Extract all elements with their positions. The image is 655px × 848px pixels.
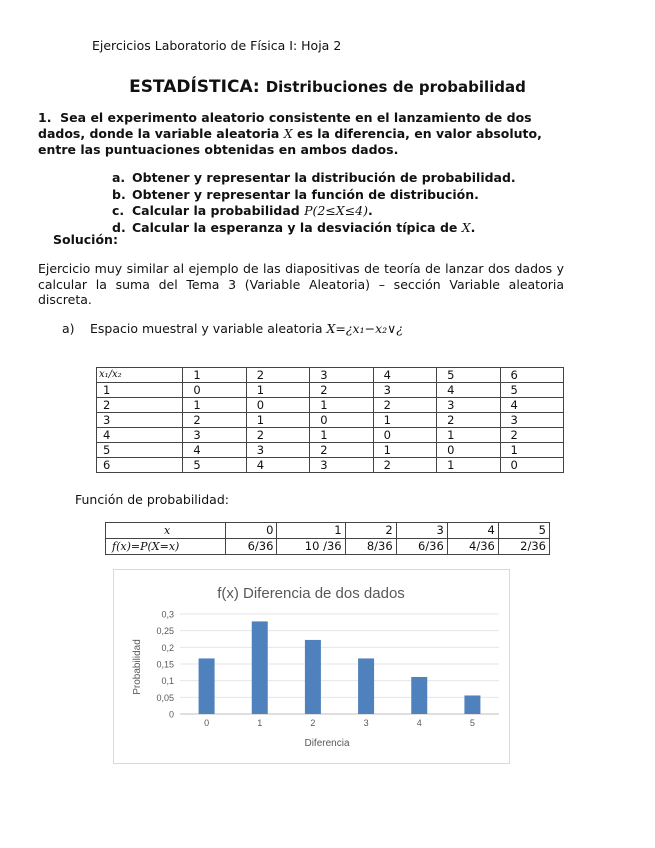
item-tail: .	[470, 219, 476, 235]
bar	[358, 658, 374, 714]
bar	[252, 621, 268, 714]
table-cell: 2	[310, 383, 373, 398]
table-cell: 1	[97, 383, 183, 398]
y-tick-label: 0,1	[161, 676, 174, 687]
table-cell: 3	[246, 443, 309, 458]
table-cell: 2	[345, 523, 396, 539]
table-cell: 2	[97, 398, 183, 413]
table-cell: 1	[373, 413, 436, 428]
table-cell: 5	[437, 368, 500, 383]
table-cell: x	[106, 523, 226, 539]
task-list	[112, 170, 516, 236]
table-cell: 3	[310, 458, 373, 473]
x-axis-label: Diferencia	[304, 738, 350, 749]
table-cell: 6/36	[396, 539, 447, 555]
table-cell: 4/36	[447, 539, 498, 555]
y-tick-label: 0,15	[156, 659, 174, 670]
table-cell: 1	[310, 428, 373, 443]
table-cell: 2	[500, 428, 563, 443]
y-tick-label: 0	[168, 709, 174, 720]
table-row	[106, 539, 550, 555]
probability-function-label: Función de probabilidad:	[75, 492, 229, 507]
table-cell: 1	[183, 398, 246, 413]
item-text: Calcular la esperanza y la desviación típica de	[132, 219, 458, 235]
subsection-a	[62, 321, 403, 336]
table-cell: 1	[437, 458, 500, 473]
y-tick-label: 0,3	[161, 609, 174, 620]
y-tick-label: 0,2	[161, 642, 174, 653]
table-row	[97, 398, 564, 413]
table-cell: 3	[437, 398, 500, 413]
list-item	[112, 170, 516, 187]
list-item	[112, 203, 516, 220]
chart-title: f(x) Diferencia de dos dados	[217, 585, 405, 602]
sample-space-table	[96, 367, 564, 473]
table-cell: 2	[373, 398, 436, 413]
table-cell: 0	[437, 443, 500, 458]
item-text: Obtener y representar la distribución de probabilidad.	[132, 170, 516, 185]
table-cell: 0	[500, 458, 563, 473]
table-cell: 4	[97, 428, 183, 443]
table-row	[106, 523, 550, 539]
bar	[411, 677, 427, 714]
table-cell: 6	[97, 458, 183, 473]
table-cell: 3	[97, 413, 183, 428]
table-cell: 5	[97, 443, 183, 458]
list-item	[112, 220, 516, 237]
solution-heading: Solución:	[53, 232, 118, 247]
table-cell: 3	[183, 428, 246, 443]
table-cell: 4	[447, 523, 498, 539]
solution-paragraph: Ejercicio muy similar al ejemplo de las diapositivas de teoría de lanzar dos dados y calcular la suma del Tema 3 (Variable Aleatoria) – sección Variable aleatoria discreta.	[38, 261, 564, 307]
table-cell: 4	[246, 458, 309, 473]
table-cell: 8/36	[345, 539, 396, 555]
x-tick-label: 4	[416, 718, 422, 728]
table-cell: 0	[246, 398, 309, 413]
problem-variable: X	[283, 126, 293, 141]
table-cell: f(x)=P(X=x)	[106, 539, 226, 555]
table-cell: 6/36	[226, 539, 277, 555]
table-cell: 2	[437, 413, 500, 428]
table-cell: 10 /36	[277, 539, 345, 555]
subsection-label: a)	[62, 321, 75, 336]
table-cell: 3	[396, 523, 447, 539]
x-tick-label: 5	[469, 718, 475, 728]
bar	[464, 695, 480, 714]
probability-chart	[113, 569, 510, 764]
table-cell: 1	[373, 443, 436, 458]
table-row	[97, 443, 564, 458]
chart-svg	[114, 570, 509, 763]
table-cell: 4	[373, 368, 436, 383]
table-row	[97, 458, 564, 473]
table-cell: 4	[500, 398, 563, 413]
item-math: P(2≤X≤4)	[304, 203, 369, 218]
table-cell: 1	[183, 368, 246, 383]
table-cell: 1	[246, 413, 309, 428]
table-row	[97, 413, 564, 428]
item-label: a.	[112, 170, 126, 185]
table-cell: 1	[310, 398, 373, 413]
problem-statement	[38, 110, 578, 158]
table-cell: 0	[183, 383, 246, 398]
table-cell: 3	[500, 413, 563, 428]
probability-function-table	[105, 522, 550, 555]
table-cell: 0	[310, 413, 373, 428]
problem-text-1: Sea el experimento aleatorio consistente en el lanzamiento de dos dados, donde la variable aleatoria	[38, 110, 532, 141]
x-tick-label: 1	[257, 718, 263, 728]
problem-number: 1.	[38, 110, 52, 125]
item-label: c.	[112, 203, 125, 218]
table-cell: 2/36	[498, 539, 549, 555]
y-axis-label: Probabilidad	[132, 639, 143, 695]
item-text: Calcular la probabilidad	[132, 203, 300, 218]
table-cell: 5	[498, 523, 549, 539]
table-cell: 1	[500, 443, 563, 458]
table-cell: 2	[183, 413, 246, 428]
table-cell: 2	[310, 443, 373, 458]
y-tick-label: 0,05	[156, 692, 174, 703]
page-title	[0, 77, 655, 97]
title-subtitle: Distribuciones de probabilidad	[265, 78, 526, 96]
x-tick-label: 2	[310, 718, 316, 728]
list-item	[112, 187, 516, 204]
y-tick-label: 0,25	[156, 626, 174, 637]
item-label: b.	[112, 186, 126, 202]
subsection-math: X=¿x₁−x₂∨¿	[326, 321, 404, 336]
table-cell: 2	[246, 368, 309, 383]
page-header: Ejercicios Laboratorio de Física I: Hoja 2	[92, 38, 342, 53]
table-cell: 4	[437, 383, 500, 398]
subsection-text: Espacio muestral y variable aleatoria	[90, 321, 323, 336]
x-tick-label: 0	[204, 718, 210, 728]
item-math: X	[461, 219, 471, 235]
item-label: d.	[112, 219, 126, 235]
table-header-row	[97, 368, 564, 383]
table-row	[97, 383, 564, 398]
table-cell: 3	[373, 383, 436, 398]
table-cell: 1	[437, 428, 500, 443]
table-cell: 1	[246, 383, 309, 398]
table-cell: x₁/x₂	[97, 368, 183, 383]
item-text: Obtener y representar la función de distribución.	[132, 186, 479, 202]
table-cell: 2	[373, 458, 436, 473]
bar	[305, 640, 321, 714]
table-row	[97, 428, 564, 443]
table-cell: 0	[373, 428, 436, 443]
item-tail: .	[368, 203, 373, 218]
title-main: ESTADÍSTICA:	[129, 77, 260, 97]
table-cell: 5	[183, 458, 246, 473]
table-cell: 1	[277, 523, 345, 539]
table-cell: 6	[500, 368, 563, 383]
table-cell: 0	[226, 523, 277, 539]
table-cell: 5	[500, 383, 563, 398]
table-cell: 3	[310, 368, 373, 383]
table-cell: 4	[183, 443, 246, 458]
bar	[199, 658, 215, 714]
x-tick-label: 3	[363, 718, 369, 728]
problem-text-2: es la diferencia, en valor absoluto, entre las puntuaciones obtenidas en ambos dados.	[38, 126, 542, 157]
table-cell: 2	[246, 428, 309, 443]
